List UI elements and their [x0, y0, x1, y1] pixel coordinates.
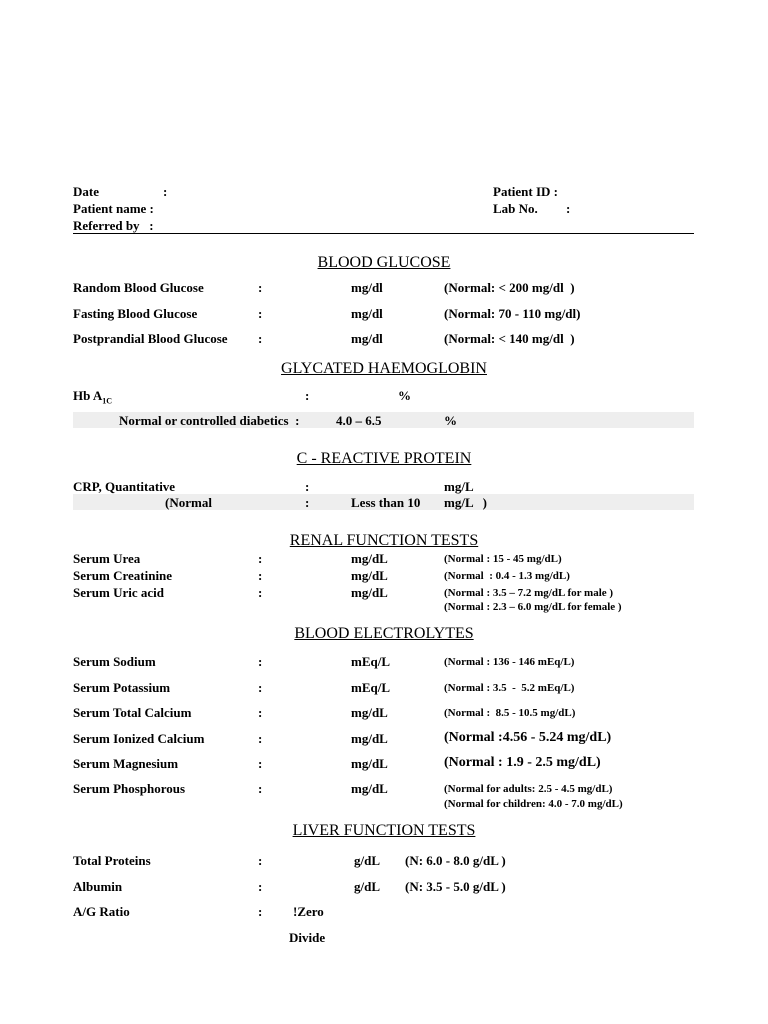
uric-acid-colon: : — [258, 585, 263, 600]
random-glucose-colon: : — [258, 280, 263, 295]
hba1c-normal-label: Normal or controlled diabetics : — [119, 413, 300, 428]
albumin-unit: g/dL — [354, 879, 381, 894]
renal-heading: RENAL FUNCTION TESTS — [289, 532, 479, 549]
date-label: Date — [73, 184, 99, 199]
urea-normal: (Normal : 15 - 45 mg/dL) — [444, 553, 562, 565]
pp-glucose-normal: (Normal: < 140 mg/dl ) — [444, 331, 575, 346]
uric-acid-unit: mg/dL — [351, 585, 388, 600]
potassium-unit: mEq/L — [351, 680, 391, 695]
phosphorous-label: Serum Phosphorous — [73, 781, 186, 796]
fasting-glucose-normal: (Normal: 70 - 110 mg/dl) — [444, 306, 581, 321]
random-glucose-unit: mg/dl — [351, 280, 383, 295]
fasting-glucose-colon: : — [258, 306, 263, 321]
magnesium-label: Serum Magnesium — [73, 756, 179, 771]
creatinine-colon: : — [258, 568, 263, 583]
phosphorous-normal-children: (Normal for children: 4.0 - 7.0 mg/dL) — [444, 798, 623, 810]
crp-normal-colon: : — [305, 495, 310, 510]
crp-normal-unit: mg/L ) — [444, 495, 487, 510]
header-divider — [73, 233, 694, 234]
ionized-calcium-normal: (Normal :4.56 - 5.24 mg/dL) — [444, 730, 612, 745]
sodium-normal: (Normal : 136 - 146 mEq/L) — [444, 656, 575, 668]
lab-no-label: Lab No. — [493, 201, 538, 216]
fasting-glucose-unit: mg/dl — [351, 306, 383, 321]
ag-ratio-label: A/G Ratio — [73, 904, 130, 919]
ag-ratio-colon: : — [258, 904, 263, 919]
sodium-colon: : — [258, 654, 263, 669]
total-calcium-normal: (Normal : 8.5 - 10.5 mg/dL) — [444, 707, 576, 719]
total-proteins-normal: (N: 6.0 - 8.0 g/dL ) — [405, 853, 506, 868]
magnesium-normal: (Normal : 1.9 - 2.5 mg/dL) — [444, 755, 601, 770]
urea-colon: : — [258, 551, 263, 566]
hba1c-normal-range: 4.0 – 6.5 — [336, 413, 382, 428]
electrolytes-heading: BLOOD ELECTROLYTES — [294, 625, 474, 642]
pp-glucose-colon: : — [258, 331, 263, 346]
creatinine-unit: mg/dL — [351, 568, 388, 583]
lab-no-colon: : — [566, 201, 571, 216]
uric-acid-normal-male: (Normal : 3.5 – 7.2 mg/dL for male ) — [444, 587, 614, 599]
potassium-colon: : — [258, 680, 263, 695]
ionized-calcium-unit: mg/dL — [351, 731, 388, 746]
ionized-calcium-colon: : — [258, 731, 263, 746]
patient-id-label: Patient ID : — [493, 184, 558, 199]
hba1c-label — [73, 389, 112, 406]
albumin-normal: (N: 3.5 - 5.0 g/dL ) — [405, 879, 506, 894]
hba1c-normal-unit: % — [444, 413, 457, 428]
creatinine-label: Serum Creatinine — [73, 568, 173, 583]
uric-acid-normal-female: (Normal : 2.3 – 6.0 mg/dL for female ) — [444, 601, 622, 613]
random-glucose-normal: (Normal: < 200 mg/dl ) — [444, 280, 575, 295]
magnesium-colon: : — [258, 756, 263, 771]
total-proteins-unit: g/dL — [354, 853, 381, 868]
patient-name-label: Patient name : — [73, 201, 154, 216]
crp-normal-value: Less than 10 — [351, 495, 421, 510]
total-proteins-label: Total Proteins — [73, 853, 151, 868]
crp-normal-open: (Normal — [165, 495, 212, 510]
hba1c-unit: % — [398, 388, 411, 403]
pp-glucose-label: Postprandial Blood Glucose — [73, 331, 228, 346]
crp-unit: mg/L — [444, 479, 474, 494]
referred-by-label: Referred by : — [73, 218, 154, 233]
sodium-unit: mEq/L — [351, 654, 391, 669]
phosphorous-normal-adults: (Normal for adults: 2.5 - 4.5 mg/dL) — [444, 783, 613, 795]
albumin-label: Albumin — [73, 879, 123, 894]
fasting-glucose-label: Fasting Blood Glucose — [73, 306, 198, 321]
total-calcium-unit: mg/dL — [351, 705, 388, 720]
sodium-label: Serum Sodium — [73, 654, 156, 669]
crp-label: CRP, Quantitative — [73, 479, 176, 494]
creatinine-normal: (Normal : 0.4 - 1.3 mg/dL) — [444, 570, 570, 582]
total-proteins-colon: : — [258, 853, 263, 868]
pp-glucose-unit: mg/dl — [351, 331, 383, 346]
glycated-heading: GLYCATED HAEMOGLOBIN — [281, 360, 487, 377]
hba1c-label-sub: 1C — [102, 396, 113, 406]
urea-unit: mg/dL — [351, 551, 388, 566]
albumin-colon: : — [258, 879, 263, 894]
hba1c-label-text: Hb A — [73, 388, 103, 403]
ag-ratio-value: !Zero — [293, 904, 324, 919]
phosphorous-colon: : — [258, 781, 263, 796]
ag-ratio-value-2: Divide — [289, 930, 326, 945]
date-colon: : — [163, 184, 168, 199]
crp-colon: : — [305, 479, 310, 494]
total-calcium-label: Serum Total Calcium — [73, 705, 192, 720]
phosphorous-unit: mg/dL — [351, 781, 388, 796]
urea-label: Serum Urea — [73, 551, 141, 566]
crp-heading: C - REACTIVE PROTEIN — [296, 450, 472, 467]
potassium-label: Serum Potassium — [73, 680, 171, 695]
hba1c-colon: : — [305, 388, 310, 403]
magnesium-unit: mg/dL — [351, 756, 388, 771]
uric-acid-label: Serum Uric acid — [73, 585, 164, 600]
liver-heading: LIVER FUNCTION TESTS — [292, 822, 476, 839]
ionized-calcium-label: Serum Ionized Calcium — [73, 731, 205, 746]
total-calcium-colon: : — [258, 705, 263, 720]
blood-glucose-heading: BLOOD GLUCOSE — [317, 254, 451, 271]
potassium-normal: (Normal : 3.5 - 5.2 mEq/L) — [444, 682, 575, 694]
random-glucose-label: Random Blood Glucose — [73, 280, 204, 295]
